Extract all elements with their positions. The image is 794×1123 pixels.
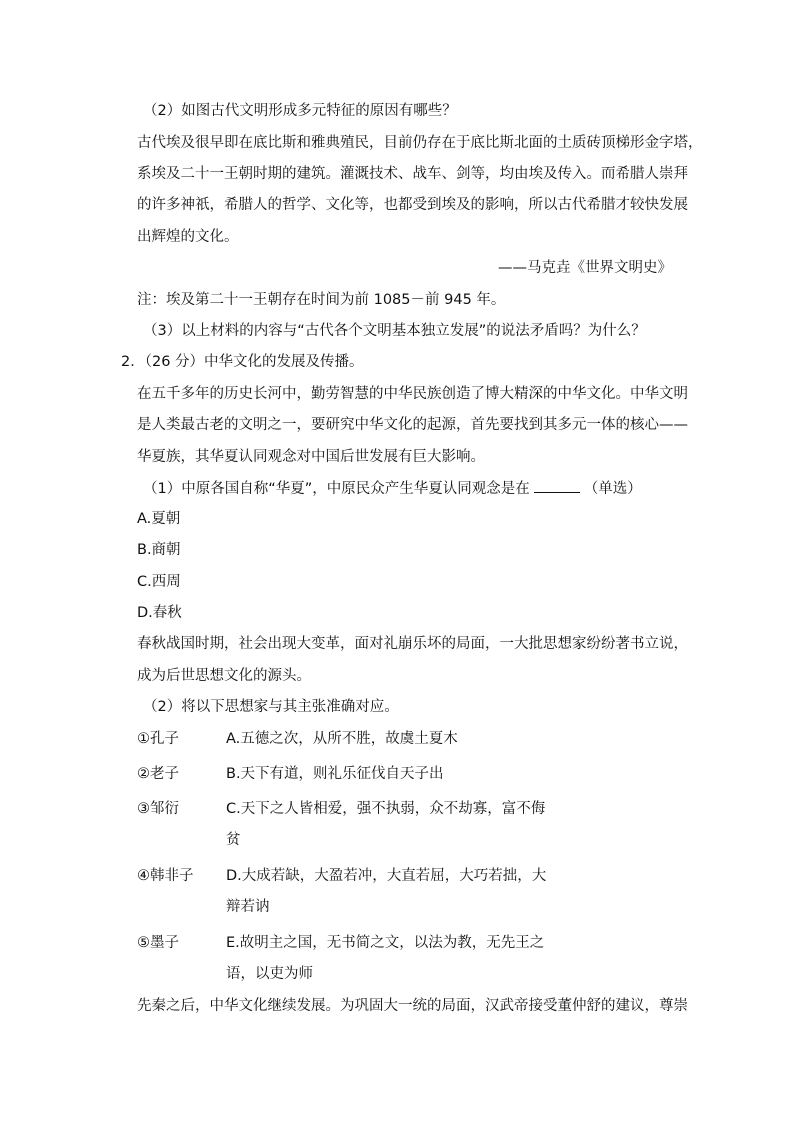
thinker-name: ②老子 bbox=[137, 766, 179, 782]
thinker-name: ③邹衍 bbox=[137, 801, 179, 817]
question-2-header bbox=[121, 352, 364, 372]
thinker-name: ①孔子 bbox=[137, 731, 179, 747]
question-title: （26 分）中华文化的发展及传播。 bbox=[144, 354, 364, 370]
passage-line: 出辉煌的文化。 bbox=[137, 229, 239, 245]
passage-line: 古代埃及很早即在底比斯和雅典殖民，目前仍存在于底比斯北面的土质砖顶梯形金字塔， bbox=[137, 135, 703, 151]
passage-line: 的许多神祇，希腊人的哲学、文化等，也都受到埃及的影响，所以古代希腊才较快发展 bbox=[137, 197, 688, 213]
passage-note: 注：埃及第二十一王朝存在时间为前 1085－前 945 年。 bbox=[137, 292, 506, 308]
question-2-part-1-prompt bbox=[143, 478, 642, 499]
thinker-claim-continued: 贫 bbox=[226, 832, 241, 848]
paragraph-line: 成为后世思想文化的源头。 bbox=[137, 668, 311, 684]
passage-source: ——马克垚《世界文明史》 bbox=[498, 260, 672, 276]
paragraph-line: 先秦之后，中华文化继续发展。为巩固大一统的局面，汉武帝接受董仲舒的建议，尊崇 bbox=[137, 998, 688, 1014]
passage-line: 系埃及二十一王朝时期的建筑。灌溉技术、战车、剑等，均由埃及传入。而希腊人崇拜 bbox=[137, 166, 688, 182]
thinker-claim: B.天下有道，则礼乐征伐自天子出 bbox=[226, 766, 444, 782]
answer-blank[interactable] bbox=[534, 478, 580, 493]
thinker-claim-continued: 语，以吏为师 bbox=[226, 966, 313, 982]
q1-prompt-suffix: （单选） bbox=[583, 481, 642, 497]
thinker-claim: A.五德之次，从所不胜，故虞土夏木 bbox=[226, 731, 458, 747]
option-c: C.西周 bbox=[137, 574, 181, 590]
option-d: D.春秋 bbox=[137, 605, 182, 621]
thinker-claim: C.天下之人皆相爱，强不执弱，众不劫寡，富不侮 bbox=[226, 801, 546, 817]
thinker-claim: D.大成若缺，大盈若冲，大直若屈，大巧若拙，大 bbox=[226, 868, 547, 884]
question-1-part-2-prompt: （2）如图古代文明形成多元特征的原因有哪些？ bbox=[143, 103, 457, 119]
thinker-claim: E.故明主之国，无书简之文，以法为教，无先王之 bbox=[226, 935, 545, 951]
intro-line: 在五千多年的历史长河中，勤劳智慧的中华民族创造了博大精深的中华文化。中华文明 bbox=[137, 386, 688, 402]
question-number: 2． bbox=[121, 354, 145, 370]
q1-prompt-text: （1）中原各国自称“华夏”，中原民众产生华夏认同观念是在 bbox=[143, 481, 530, 497]
option-b: B.商朝 bbox=[137, 542, 181, 558]
intro-line: 华夏族，其华夏认同观念对中国后世发展有巨大影响。 bbox=[137, 449, 485, 465]
intro-line: 是人类最古老的文明之一，要研究中华文化的起源，首先要找到其多元一体的核心—— bbox=[137, 417, 688, 433]
thinker-claim-continued: 辩若讷 bbox=[226, 899, 270, 915]
option-a: A.夏朝 bbox=[137, 511, 181, 527]
paragraph-line: 春秋战国时期，社会出现大变革，面对礼崩乐坏的局面，一大批思想家纷纷著书立说， bbox=[137, 636, 688, 652]
question-1-part-3-prompt: （3）以上材料的内容与“古代各个文明基本独立发展”的说法矛盾吗？为什么？ bbox=[143, 323, 646, 339]
question-2-part-2-prompt: （2）将以下思想家与其主张准确对应。 bbox=[143, 699, 399, 715]
thinker-name: ④韩非子 bbox=[137, 868, 194, 884]
thinker-name: ⑤墨子 bbox=[137, 935, 179, 951]
